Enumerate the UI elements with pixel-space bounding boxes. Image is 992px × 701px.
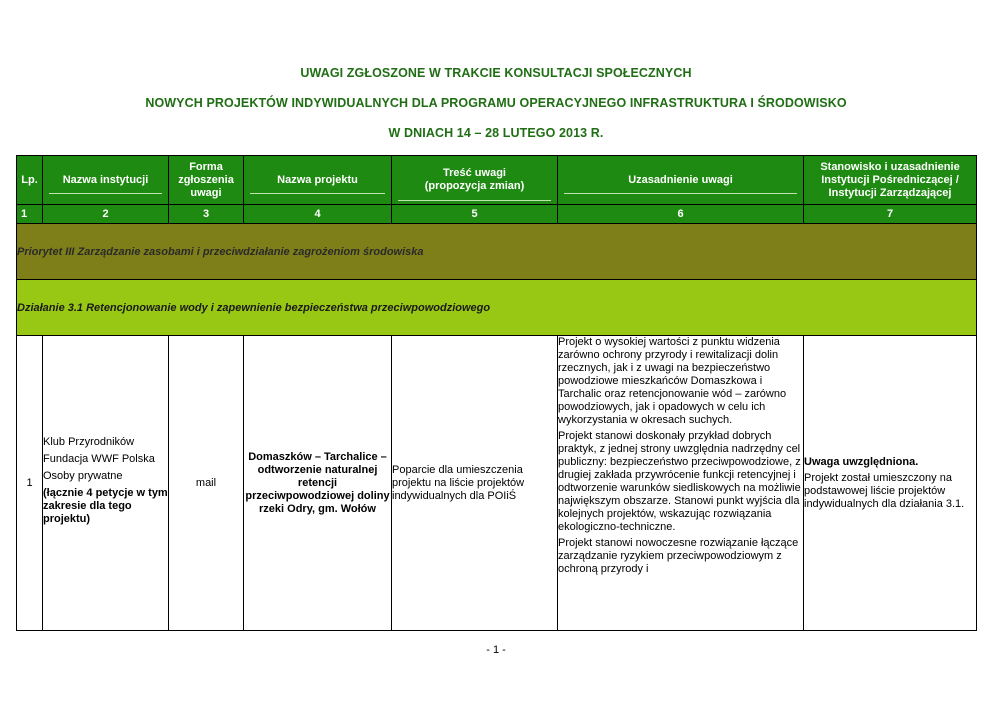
institution-note: (łącznie 4 petycje w tym zakresie dla tego projektu) bbox=[43, 487, 168, 525]
column-number: 5 bbox=[392, 205, 558, 224]
header-row bbox=[17, 156, 977, 205]
row-forma: mail bbox=[169, 336, 244, 631]
row-stanowisko bbox=[804, 336, 977, 631]
row-tresc: Poparcie dla umieszczenia projektu na liście projektów indywidualnych dla POIiŚ bbox=[392, 336, 558, 631]
justification-paragraph: Projekt stanowi doskonały przykład dobrych praktyk, z jednej strony uwzględnia nadrzędny cel publiczny: bezpieczeństwo przeciwpowodziowe, z drugiej zakłada przywrócenie funkcji retencyjnej i odtworzenie warunków siedliskowych na możliwie największym obszarze. Stanowi punkt wyjścia dla kolejnych projektów, wskazując rozwiązania ekologiczno-techniczne. bbox=[558, 430, 801, 533]
priority-label: Priorytet III Zarządzanie zasobami i przeciwdziałanie zagrożeniom środowiska bbox=[17, 224, 977, 280]
consultation-table bbox=[16, 155, 977, 631]
header-tresc: Treść uwagi (propozycja zmian) bbox=[392, 156, 558, 205]
institution-name: Osoby prywatne bbox=[43, 470, 123, 482]
column-number: 4 bbox=[244, 205, 392, 224]
stanowisko-heading: Uwaga uwzględniona. bbox=[804, 455, 919, 468]
institution-name: Klub Przyrodników bbox=[43, 436, 135, 448]
row-project-name: Domaszków – Tarchalice – odtworzenie naturalnej retencji przeciwpowodziowej doliny rzeki Odry, gm. Wołów bbox=[244, 336, 392, 631]
page-number: - 1 - bbox=[486, 644, 506, 656]
measure-label: Działanie 3.1 Retencjonowanie wody i zapewnienie bezpieczeństwa przeciwpowodziowego bbox=[17, 280, 977, 336]
header-nazwa-instytucji: Nazwa instytucji bbox=[43, 156, 169, 205]
header-nazwa-projektu: Nazwa projektu bbox=[244, 156, 392, 205]
justification-paragraph: Projekt stanowi nowoczesne rozwiązanie łączące zarządzanie ryzykiem przeciwpowodziowym z ochroną przyrody i bbox=[558, 537, 799, 575]
row-uzasadnienie bbox=[558, 336, 804, 631]
justification-paragraph: Projekt o wysokiej wartości z punktu widzenia zarówno ochrony przyrody i rewitalizacji dolin rzecznych, jak i z uwagi na bezpieczeństwo powodziowe mieszkańców Domaszkowa i Tarchalic oraz retencjonowanie wód – zarówno powodziowych, jak i opadowych w celu ich wykorzystania w okresach suchych. bbox=[558, 336, 787, 426]
column-number-row bbox=[17, 205, 977, 224]
column-number: 6 bbox=[558, 205, 804, 224]
stanowisko-body: Projekt został umieszczony na podstawowej liście projektów indywidualnych dla działania 3.1. bbox=[804, 471, 965, 510]
row-institutions bbox=[43, 336, 169, 631]
header-forma: Forma zgłoszenia uwagi bbox=[169, 156, 244, 205]
title-line-1: UWAGI ZGŁOSZONE W TRAKCIE KONSULTACJI SPOŁECZNYCH bbox=[300, 66, 692, 80]
title-line-2: NOWYCH PROJEKTÓW INDYWIDUALNYCH DLA PROGRAMU OPERACYJNEGO INFRASTRUKTURA I ŚRODOWISKO bbox=[145, 96, 847, 110]
column-number: 2 bbox=[43, 205, 169, 224]
column-number: 7 bbox=[804, 205, 977, 224]
priority-row bbox=[17, 224, 977, 280]
measure-row bbox=[17, 280, 977, 336]
header-lp: Lp. bbox=[17, 156, 43, 205]
column-number: 1 bbox=[17, 205, 43, 224]
title-line-3: W DNIACH 14 – 28 LUTEGO 2013 R. bbox=[388, 126, 604, 140]
header-stanowisko: Stanowisko i uzasadnienie Instytucji Pośredniczącej / Instytucji Zarządzającej bbox=[804, 156, 977, 205]
institution-name: Fundacja WWF Polska bbox=[43, 453, 155, 465]
header-uzasadnienie: Uzasadnienie uwagi bbox=[558, 156, 804, 205]
row-lp: 1 bbox=[17, 336, 43, 631]
column-number: 3 bbox=[169, 205, 244, 224]
table-row bbox=[17, 336, 977, 631]
